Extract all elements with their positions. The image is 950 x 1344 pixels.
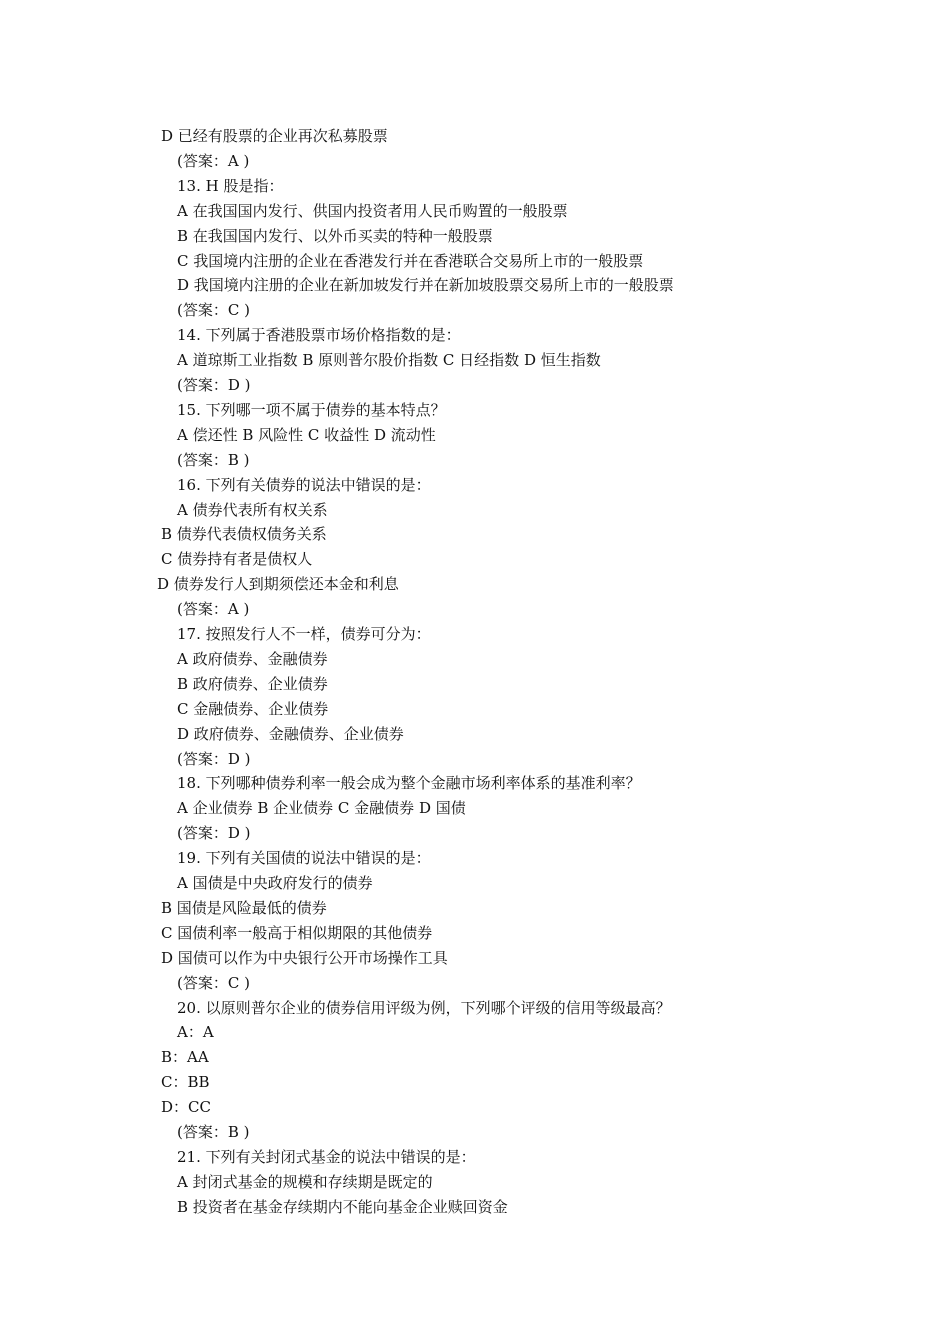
text-line: D 债券发行人到期须偿还本金和利息	[157, 575, 399, 594]
text-line: (答案：D )	[177, 376, 251, 394]
text-line: (答案：C )	[177, 301, 250, 320]
text-line: 20. 以原则普尔企业的债券信用评级为例，下列哪个评级的信用等级最高？	[177, 998, 671, 1017]
text-line: (答案：B )	[177, 1123, 250, 1141]
text-line: (答案：B )	[177, 450, 250, 469]
text-line: B 债券代表债权债务关系	[161, 525, 327, 544]
text-line: (答案：D )	[177, 824, 251, 843]
text-line: D 已经有股票的企业再次私募股票	[161, 127, 388, 145]
text-line: (答案：C )	[177, 973, 250, 992]
text-line: B 投资者在基金存续期内不能向基金企业赎回资金	[177, 1197, 508, 1216]
text-line: A：A	[177, 1023, 214, 1042]
text-line: 17. 按照发行人不一样，债券可分为：	[177, 625, 431, 643]
text-line: 13. H 股是指：	[177, 176, 284, 195]
text-line: (答案：A )	[177, 151, 250, 170]
text-line: B 国债是风险最低的债券	[161, 898, 327, 917]
text-line: A 债券代表所有权关系	[177, 500, 328, 519]
text-line: C 我国境内注册的企业在香港发行并在香港联合交易所上市的一般股票	[177, 251, 644, 270]
text-line: D：CC	[161, 1098, 211, 1117]
text-line: B：AA	[161, 1048, 209, 1067]
text-line: B 政府债券、企业债券	[177, 674, 328, 693]
text-line: 14. 下列属于香港股票市场价格指数的是：	[177, 326, 461, 345]
text-line: 15. 下列哪一项不属于债券的基本特点？	[177, 400, 446, 419]
text-line: C 国债利率一般高于相似期限的其他债券	[161, 923, 433, 942]
text-line: C：BB	[161, 1073, 210, 1092]
text-line: (答案：D )	[177, 749, 251, 768]
text-line: A 企业债券 B 企业债券 C 金融债券 D 国债	[177, 799, 466, 818]
text-line: A 封闭式基金的规模和存续期是既定的	[177, 1172, 433, 1191]
text-line: B 在我国国内发行、以外币买卖的特种一般股票	[177, 226, 493, 245]
text-line: 16. 下列有关债券的说法中错误的是：	[177, 475, 431, 494]
text-line: A 政府债券、金融债券	[177, 649, 328, 668]
text-line: D 国债可以作为中央银行公开市场操作工具	[161, 948, 448, 967]
text-line: 21. 下列有关封闭式基金的说法中错误的是：	[177, 1147, 476, 1166]
text-line: D 政府债券、金融债券、企业债券	[177, 724, 404, 743]
text-line: A 道琼斯工业指数 B 原则普尔股价指数 C 日经指数 D 恒生指数	[177, 351, 601, 370]
text-line: A 偿还性 B 风险性 C 收益性 D 流动性	[177, 425, 436, 444]
text-line: 19. 下列有关国债的说法中错误的是：	[177, 849, 431, 868]
text-line: C 债券持有者是债权人	[161, 550, 313, 569]
text-line: (答案：A )	[177, 600, 250, 619]
text-line: D 我国境内注册的企业在新加坡发行并在新加坡股票交易所上市的一般股票	[177, 276, 674, 295]
text-line: A 在我国国内发行、供国内投资者用人民币购置的一般股票	[177, 201, 568, 220]
text-line: 18. 下列哪种债券利率一般会成为整个金融市场利率体系的基准利率？	[177, 774, 641, 793]
text-line: A 国债是中央政府发行的债券	[177, 874, 373, 892]
text-line: C 金融债券、企业债券	[177, 699, 329, 718]
